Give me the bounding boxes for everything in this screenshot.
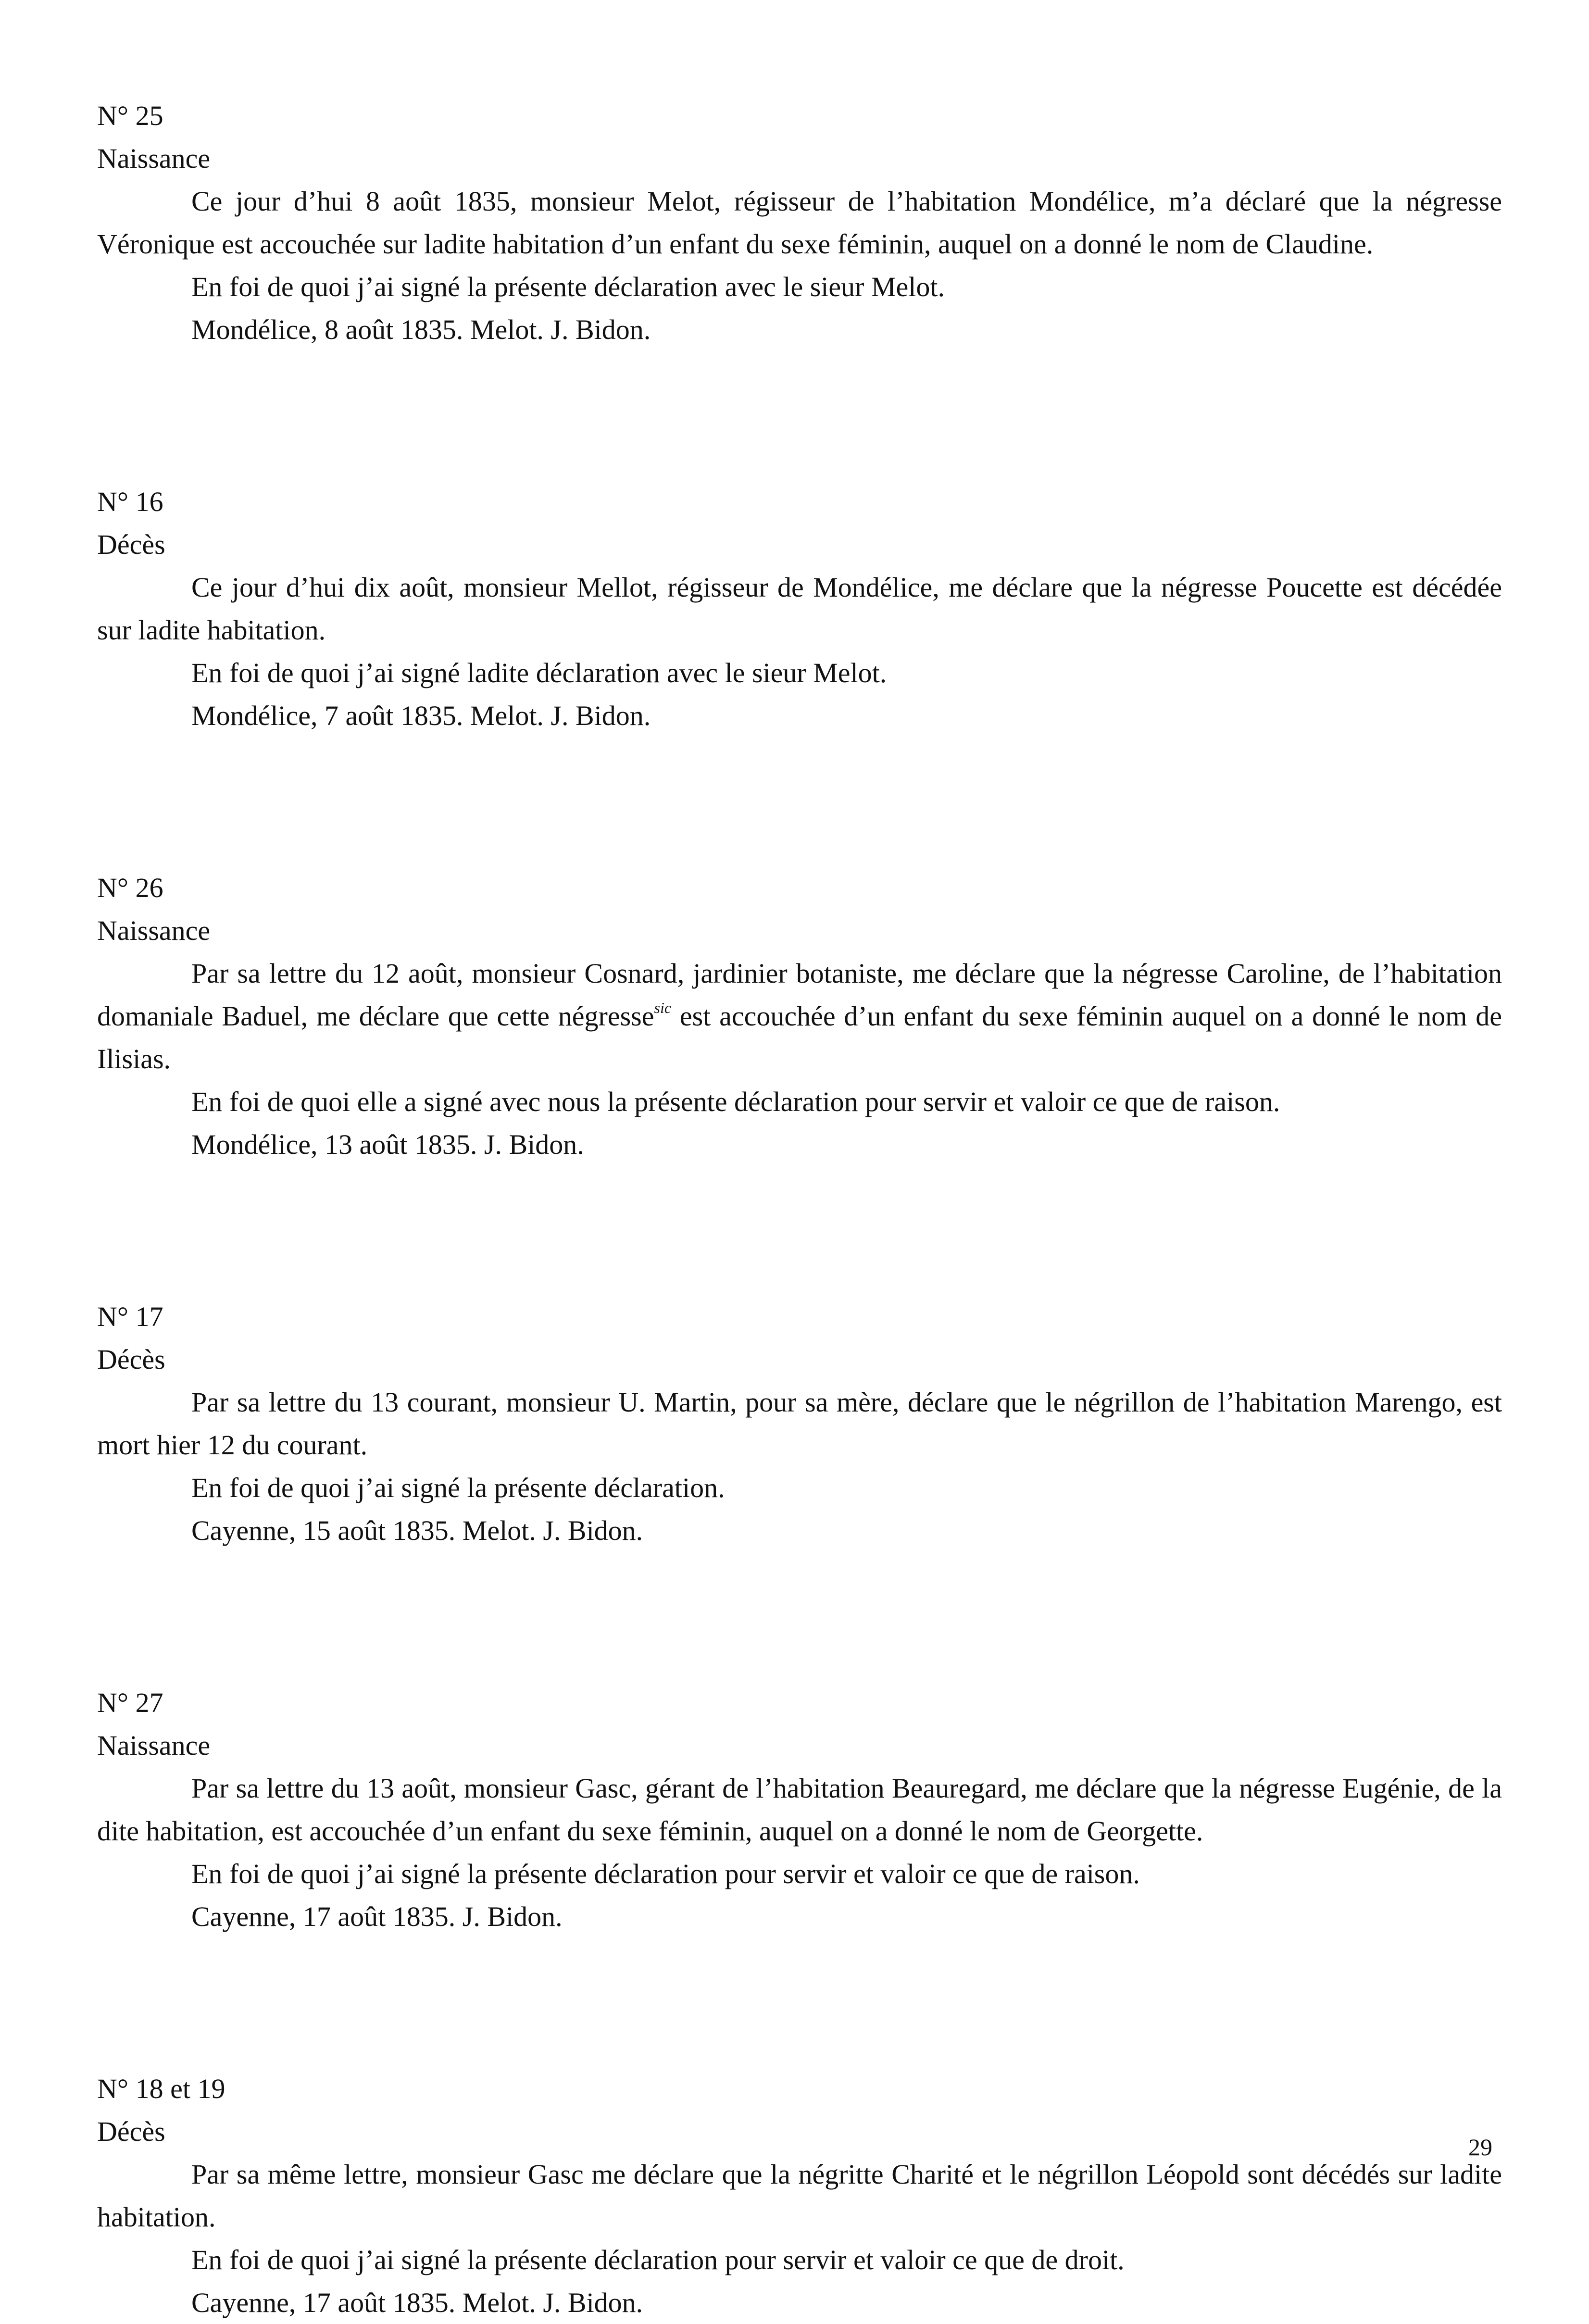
entry-death-17: [97, 1295, 1502, 1552]
entry-formula: En foi de quoi j’ai signé la présente déclaration pour servir et valoir ce que de droit.: [191, 2244, 1125, 2275]
page-number: 29: [1468, 2134, 1492, 2161]
entry-signature: Mondélice, 13 août 1835. J. Bidon.: [191, 1129, 584, 1160]
entry-separator: [97, 1552, 1502, 1681]
entry-number: N° 27: [97, 1687, 163, 1718]
entry-formula: En foi de quoi j’ai signé la présente déclaration.: [191, 1472, 725, 1503]
entry-number: N° 16: [97, 486, 163, 517]
entry-death-18-19: [97, 2067, 1502, 2324]
entry-formula: En foi de quoi j’ai signé la présente déclaration pour servir et valoir ce que de raison.: [191, 1858, 1140, 1889]
entry-number: N° 26: [97, 872, 163, 903]
entry-signature: Cayenne, 17 août 1835. Melot. J. Bidon.: [191, 2287, 643, 2318]
entry-type: Décès: [97, 1344, 165, 1375]
entry-number: N° 18 et 19: [97, 2073, 225, 2104]
entry-separator: [97, 737, 1502, 866]
entry-body: Par sa même lettre, monsieur Gasc me déclare que la négritte Charité et le négrillon Léopold sont décédés sur ladite habitation.: [97, 2159, 1502, 2233]
document-page: [97, 94, 1502, 2324]
entry-death-16: [97, 480, 1502, 737]
entry-body-text: est accouchée d’un enfant du sexe féminin auquel on a donné le nom de Ilisias.: [97, 1000, 1502, 1075]
entry-separator: [97, 1938, 1502, 2067]
entry-body: Ce jour d’hui dix août, monsieur Mellot, régisseur de Mondélice, me déclare que la négresse Poucette est décédée sur ladite habitation.: [97, 572, 1502, 646]
entry-body: [97, 952, 1502, 1080]
entry-body-text: Par sa lettre du 12 août, monsieur Cosnard, jardinier botaniste, me déclare que la négresse Caroline, de l’habitation domaniale Baduel, me déclare que cette négresse: [97, 958, 1502, 1032]
entry-type: Décès: [97, 2116, 165, 2147]
entry-type: Naissance: [97, 915, 211, 946]
entry-signature: Cayenne, 17 août 1835. J. Bidon.: [191, 1901, 563, 1932]
entry-signature: Cayenne, 15 août 1835. Melot. J. Bidon.: [191, 1515, 643, 1546]
entry-body: Par sa lettre du 13 août, monsieur Gasc, gérant de l’habitation Beauregard, me déclare que la négresse Eugénie, de la dite habitation, est accouchée d’un enfant du sexe féminin, auquel on a donné le nom de Georgette.: [97, 1773, 1502, 1847]
entry-separator: [97, 351, 1502, 480]
entry-formula: En foi de quoi j’ai signé la présente déclaration avec le sieur Melot.: [191, 271, 945, 302]
entry-number: N° 17: [97, 1301, 163, 1332]
entry-signature: Mondélice, 8 août 1835. Melot. J. Bidon.: [191, 314, 651, 345]
entry-body: Par sa lettre du 13 courant, monsieur U. Martin, pour sa mère, déclare que le négrillon de l’habitation Marengo, est mort hier 12 du courant.: [97, 1387, 1502, 1461]
entry-birth-26: [97, 866, 1502, 1166]
sic-annotation: sic: [654, 999, 672, 1016]
entry-type: Naissance: [97, 143, 211, 174]
entry-formula: En foi de quoi elle a signé avec nous la présente déclaration pour servir et valoir ce que de raison.: [191, 1086, 1280, 1117]
entry-formula: En foi de quoi j’ai signé ladite déclaration avec le sieur Melot.: [191, 657, 887, 688]
entry-body: Ce jour d’hui 8 août 1835, monsieur Melot, régisseur de l’habitation Mondélice, m’a déclaré que la négresse Véronique est accouchée sur ladite habitation d’un enfant du sexe féminin, auquel on a donné le nom de Claudine.: [97, 186, 1502, 260]
entry-type: Décès: [97, 529, 165, 560]
entry-number: N° 25: [97, 100, 163, 131]
entry-separator: [97, 1166, 1502, 1295]
entry-signature: Mondélice, 7 août 1835. Melot. J. Bidon.: [191, 700, 651, 731]
entry-birth-27: [97, 1681, 1502, 1938]
entry-birth-25: [97, 94, 1502, 351]
entry-type: Naissance: [97, 1730, 211, 1761]
